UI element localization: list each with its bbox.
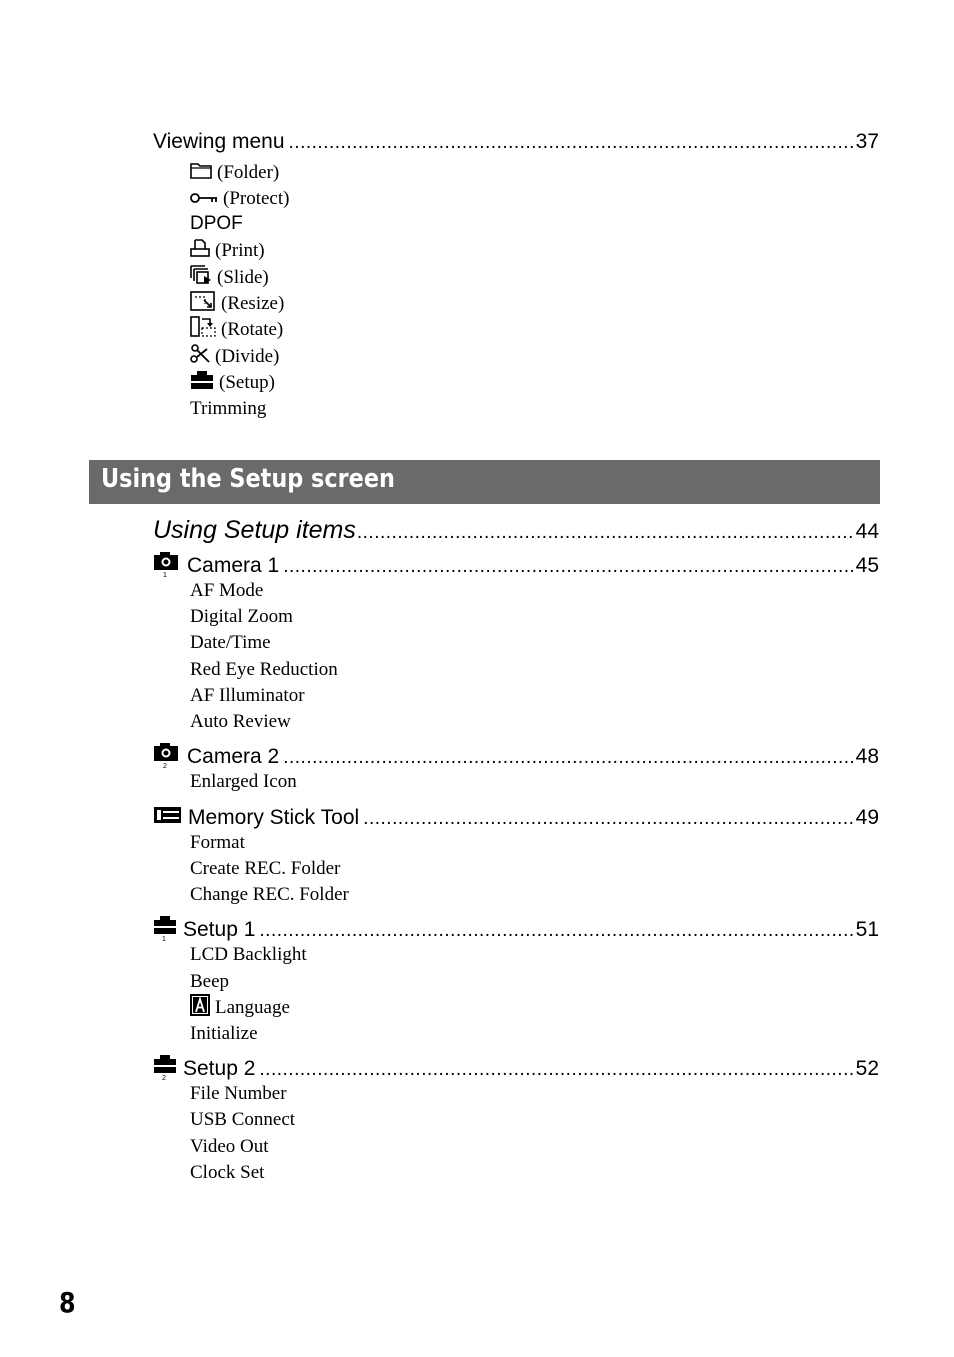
section-banner bbox=[89, 460, 880, 504]
sub-item-divide: (Divide) bbox=[190, 344, 279, 370]
setup-2-icon: 2 bbox=[153, 1053, 177, 1075]
dot-leader bbox=[283, 747, 852, 769]
toc-page-number: 51 bbox=[855, 918, 879, 941]
scissors-icon bbox=[190, 344, 210, 370]
sub-item-dpof: DPOF bbox=[190, 213, 243, 234]
toc-label: Using Setup items bbox=[153, 516, 356, 544]
list-item: Red Eye Reduction bbox=[190, 659, 338, 680]
toc-label: Camera 2 bbox=[187, 745, 280, 768]
toc-entry-setup-2[interactable] bbox=[153, 1053, 879, 1081]
sub-item-resize: (Resize) bbox=[190, 291, 284, 317]
toc-label: Setup 1 bbox=[183, 918, 256, 941]
sub-item-rotate: (Rotate) bbox=[190, 317, 283, 343]
toc-page-number: 45 bbox=[855, 554, 879, 577]
resize-icon bbox=[190, 291, 216, 317]
dot-leader bbox=[259, 1059, 852, 1081]
print-icon bbox=[190, 238, 210, 264]
list-item: Digital Zoom bbox=[190, 606, 293, 627]
list-item: AF Mode bbox=[190, 580, 264, 601]
list-item: Enlarged Icon bbox=[190, 771, 297, 792]
slide-icon bbox=[190, 265, 212, 291]
list-item: Beep bbox=[190, 971, 230, 992]
toc-page-number: 52 bbox=[855, 1057, 879, 1080]
dot-leader bbox=[363, 808, 852, 830]
list-item: AF Illuminator bbox=[190, 685, 305, 706]
section-title: Using the Setup screen bbox=[101, 464, 395, 494]
toc-label: Viewing menu bbox=[153, 130, 285, 153]
setup-1-icon: 1 bbox=[153, 914, 177, 936]
toc-entry-camera-1[interactable] bbox=[153, 550, 879, 578]
dot-leader bbox=[357, 522, 853, 544]
list-item: Video Out bbox=[190, 1136, 269, 1157]
sub-item-protect: (Protect) bbox=[190, 186, 289, 212]
protect-key-icon bbox=[190, 188, 218, 210]
setup-toolbox-icon bbox=[190, 370, 214, 396]
toc-entry-setup-1[interactable] bbox=[153, 914, 879, 942]
toc-label: Camera 1 bbox=[187, 554, 280, 577]
toc-entry-using-setup-items[interactable] bbox=[153, 516, 879, 548]
dot-leader bbox=[259, 920, 852, 942]
list-item: LCD Backlight bbox=[190, 944, 307, 965]
camera-1-icon: 1 bbox=[153, 550, 179, 572]
memory-stick-icon bbox=[153, 802, 182, 824]
rotate-icon bbox=[190, 316, 216, 344]
camera-2-icon: 2 bbox=[153, 741, 179, 763]
list-item: Format bbox=[190, 832, 245, 853]
list-item: Date/Time bbox=[190, 632, 271, 653]
language-icon bbox=[190, 994, 210, 1022]
list-item: File Number bbox=[190, 1083, 287, 1104]
sub-item-trimming: Trimming bbox=[190, 398, 267, 419]
toc-entry-memory-stick-tool[interactable] bbox=[153, 802, 879, 830]
list-item-language: Language bbox=[190, 995, 290, 1021]
list-item: Initialize bbox=[190, 1023, 258, 1044]
list-item: USB Connect bbox=[190, 1109, 296, 1130]
toc-page-number: 48 bbox=[855, 745, 879, 768]
list-item: Clock Set bbox=[190, 1162, 265, 1183]
sub-item-print: (Print) bbox=[190, 238, 265, 264]
page-number: 8 bbox=[59, 1286, 76, 1319]
toc-page-number: 49 bbox=[855, 806, 879, 829]
list-item: Auto Review bbox=[190, 711, 291, 732]
list-item: Create REC. Folder bbox=[190, 858, 341, 879]
sub-item-folder: (Folder) bbox=[190, 160, 279, 186]
sub-item-setup: (Setup) bbox=[190, 370, 275, 396]
toc-entry-viewing-menu[interactable] bbox=[153, 130, 879, 158]
toc-label: Memory Stick Tool bbox=[188, 806, 360, 829]
list-item: Change REC. Folder bbox=[190, 884, 349, 905]
toc-page-number: 37 bbox=[855, 130, 879, 153]
dot-leader bbox=[283, 556, 852, 578]
sub-item-slide: (Slide) bbox=[190, 265, 269, 291]
toc-entry-camera-2[interactable] bbox=[153, 741, 879, 769]
toc-label: Setup 2 bbox=[183, 1057, 256, 1080]
toc-page-number: 44 bbox=[855, 520, 879, 543]
dot-leader bbox=[289, 132, 853, 154]
folder-icon bbox=[190, 161, 212, 185]
